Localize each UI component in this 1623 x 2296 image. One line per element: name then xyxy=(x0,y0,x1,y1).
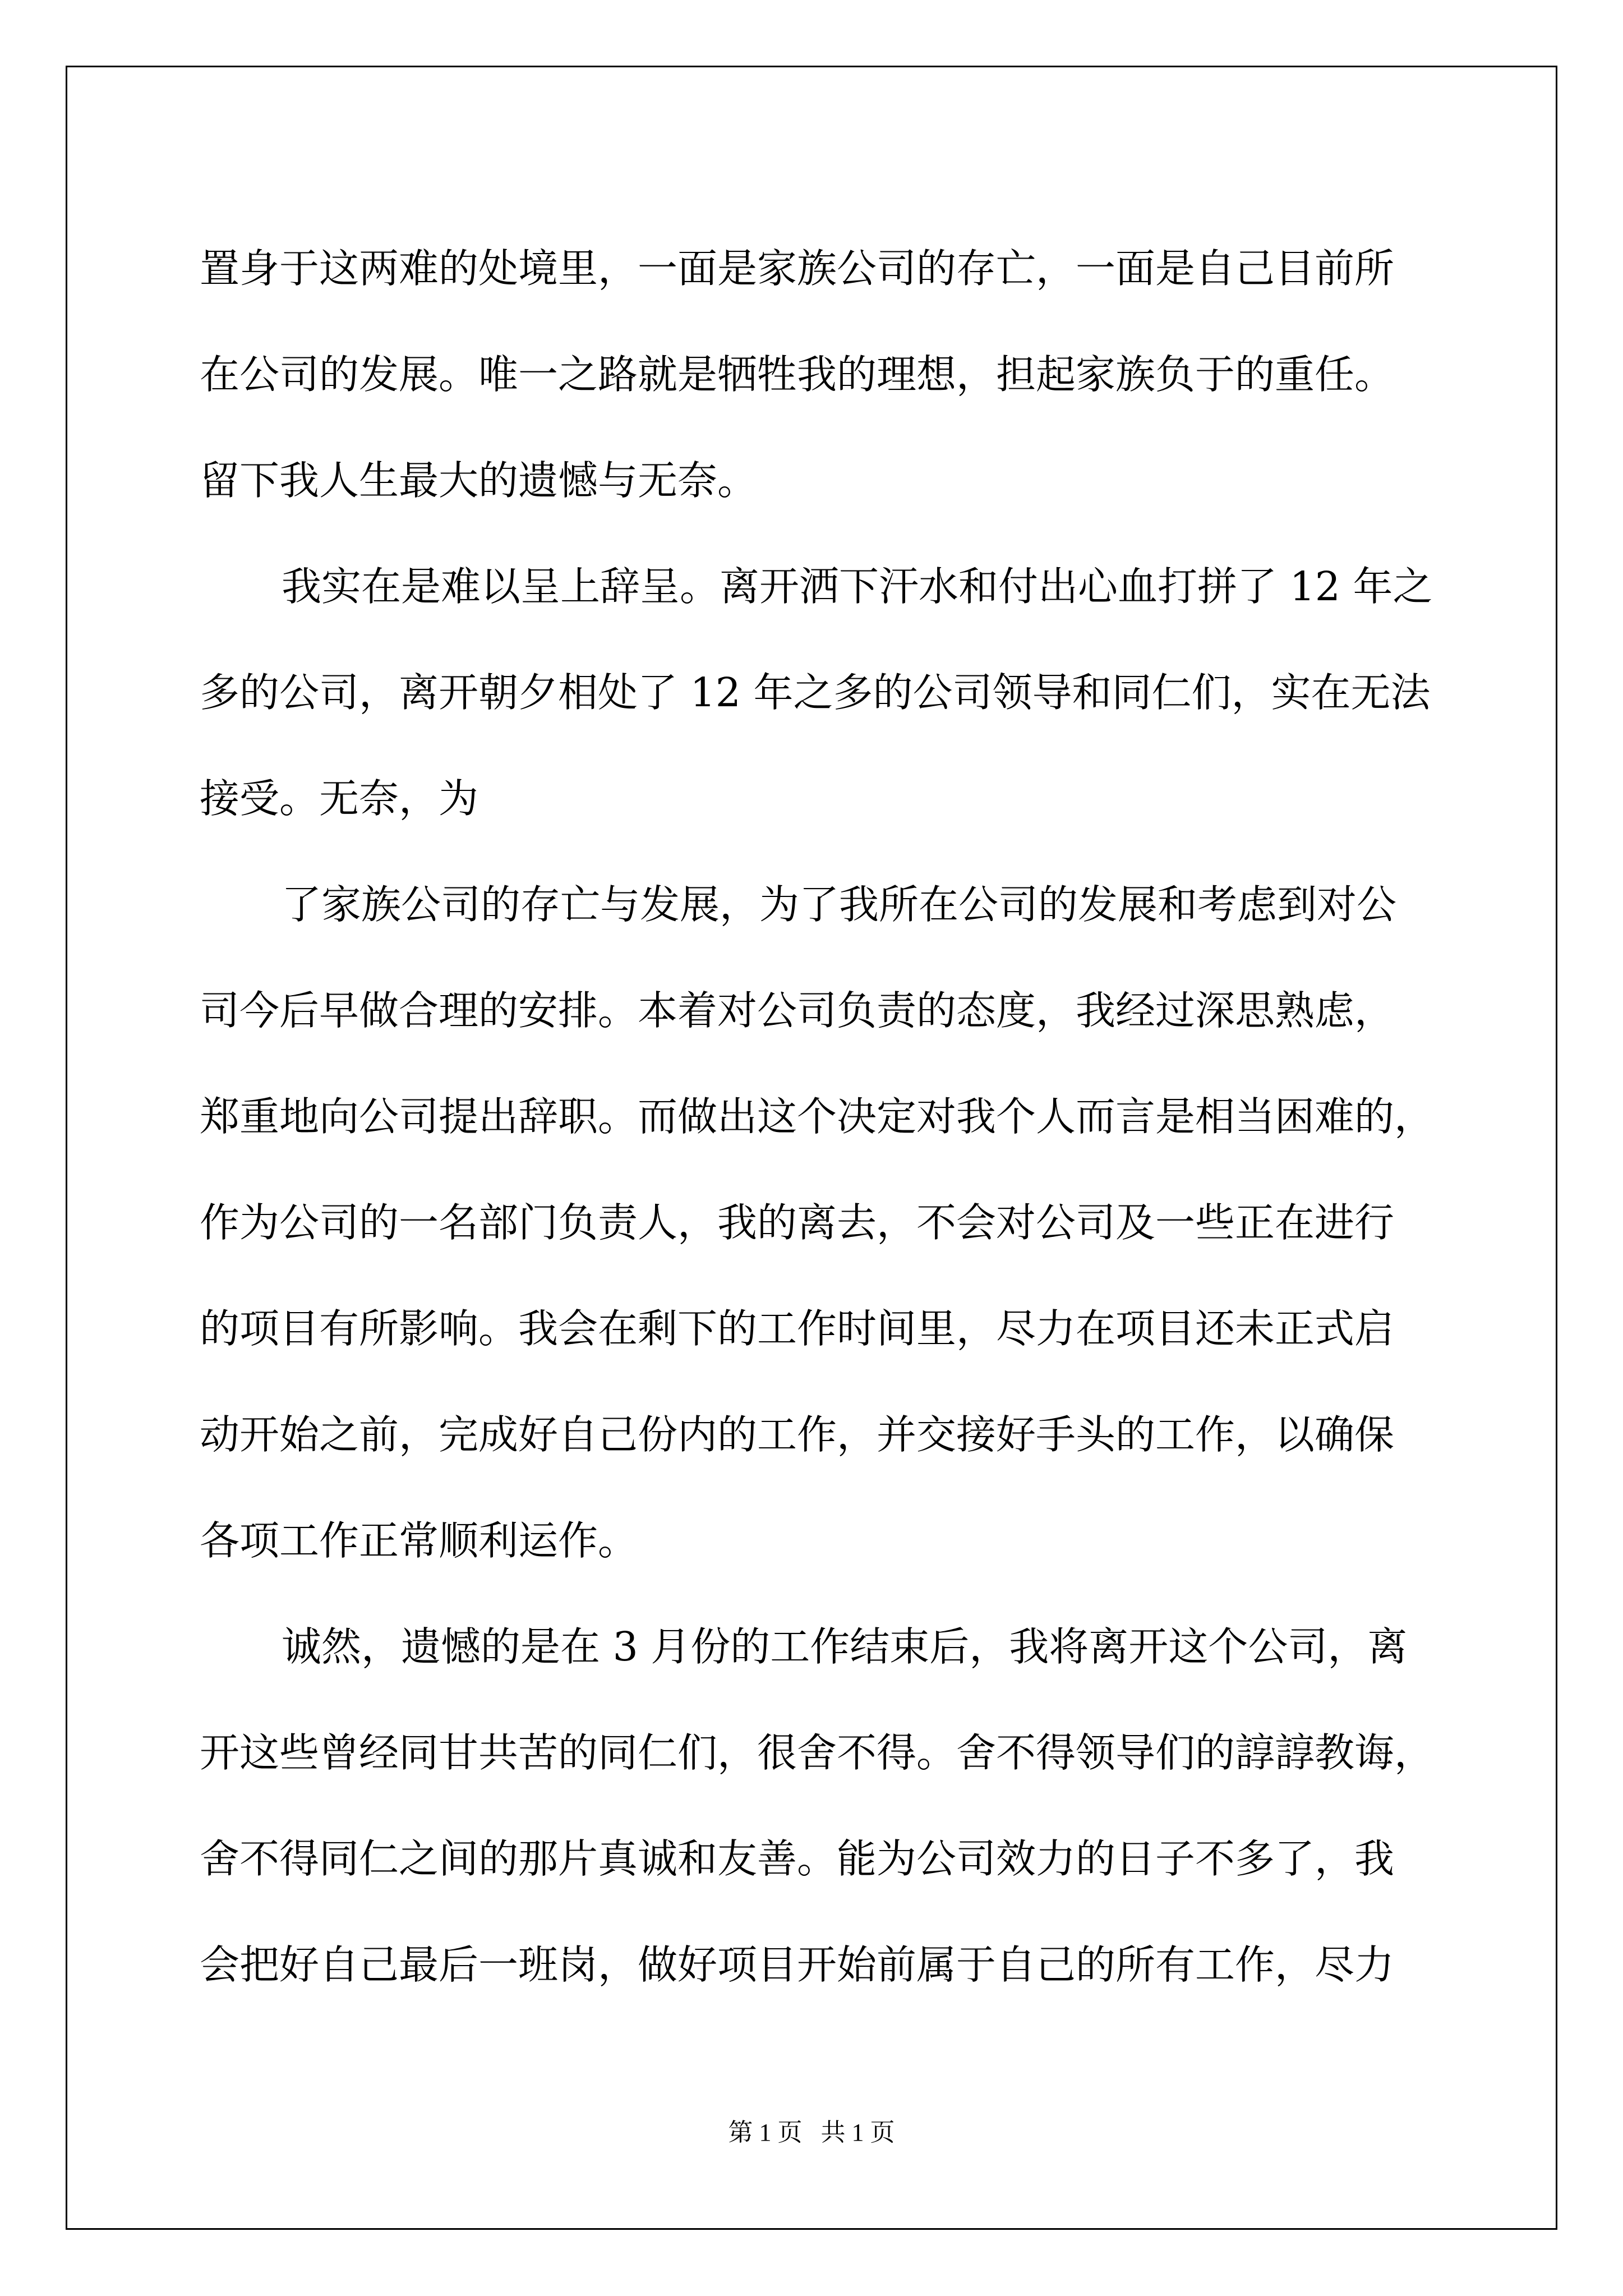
document-body xyxy=(200,215,1439,2018)
text-line: 郑重地向公司提出辞职。而做出这个决定对我个人而言是相当困难的， xyxy=(200,1093,1435,1140)
text-line: 动开始之前，完成好自己份内的工作，并交接好手头的工作，以确保 xyxy=(200,1411,1395,1458)
text-line: 的项目有所影响。我会在剩下的工作时间里，尽力在项目还未正式启 xyxy=(200,1305,1395,1352)
text-line: 多的公司，离开朝夕相处了 12 年之多的公司领导和同仁们，实在无法 xyxy=(200,669,1431,716)
text-line: 了家族公司的存亡与发展，为了我所在公司的发展和考虑到对公 xyxy=(282,881,1397,928)
text-line: 司今后早做合理的安排。本着对公司负责的态度，我经过深思熟虑， xyxy=(200,987,1395,1034)
page-number: 第 1 页 共 1 页 xyxy=(728,2119,895,2146)
text-line: 各项工作正常顺利运作。 xyxy=(200,1517,638,1564)
text-line: 诚然，遗憾的是在 3 月份的工作结束后，我将离开这个公司，离 xyxy=(282,1623,1408,1670)
text-line: 接受。无奈，为 xyxy=(200,775,479,822)
text-line: 置身于这两难的处境里，一面是家族公司的存亡，一面是自己目前所 xyxy=(200,245,1395,292)
text-line: 舍不得同仁之间的那片真诚和友善。能为公司效力的日子不多了，我 xyxy=(200,1835,1395,1882)
text-line: 留下我人生最大的遗憾与无奈。 xyxy=(200,457,758,504)
text-line: 在公司的发展。唯一之路就是牺牲我的理想，担起家族负于的重任。 xyxy=(200,351,1395,398)
text-line: 会把好自己最后一班岗，做好项目开始前属于自己的所有工作，尽力 xyxy=(200,1941,1395,1988)
text-line: 开这些曾经同甘共苦的同仁们，很舍不得。舍不得领导们的諄諄教诲， xyxy=(200,1729,1435,1776)
text-line: 我实在是难以呈上辞呈。离开洒下汗水和付出心血打拼了 12 年之 xyxy=(282,563,1433,610)
text-line: 作为公司的一名部门负责人，我的离去，不会对公司及一些正在进行 xyxy=(200,1199,1395,1246)
